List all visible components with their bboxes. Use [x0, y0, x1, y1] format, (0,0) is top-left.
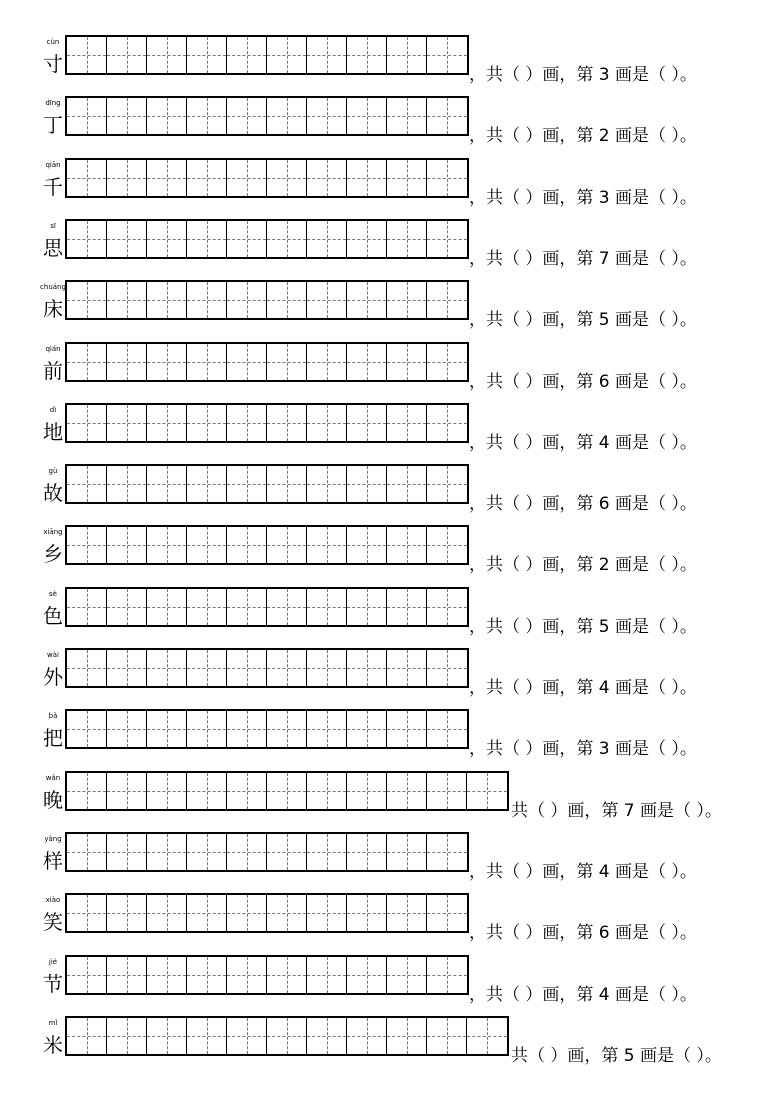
pinyin-label: bǎ: [48, 712, 58, 720]
writing-cell[interactable]: [187, 711, 227, 747]
pinyin-label: xiāng: [43, 528, 63, 536]
writing-cell[interactable]: [107, 37, 147, 73]
writing-cell[interactable]: [347, 711, 387, 747]
writing-cell[interactable]: [107, 711, 147, 747]
writing-cell[interactable]: [187, 589, 227, 625]
exercise-row: [0, 403, 780, 455]
writing-cell[interactable]: [307, 405, 347, 441]
pinyin-label: qián: [45, 345, 61, 353]
writing-cell[interactable]: [307, 221, 347, 257]
stroke-question: 共（ ）画，第 7 画是（ ）。: [511, 801, 722, 821]
writing-grid: [65, 525, 469, 565]
writing-cell[interactable]: [387, 37, 427, 73]
writing-cell[interactable]: [67, 282, 107, 318]
writing-grid: [65, 709, 469, 749]
writing-cell[interactable]: [147, 282, 187, 318]
writing-cell[interactable]: [147, 466, 187, 502]
writing-cell[interactable]: [427, 282, 467, 318]
writing-cell[interactable]: [147, 527, 187, 563]
writing-cell[interactable]: [67, 589, 107, 625]
writing-cell[interactable]: [67, 160, 107, 196]
writing-grid: [65, 96, 469, 136]
pinyin-label: yàng: [44, 835, 62, 843]
writing-cell[interactable]: [187, 282, 227, 318]
writing-cell[interactable]: [227, 589, 267, 625]
exercise-row: [0, 219, 780, 271]
writing-cell[interactable]: [387, 589, 427, 625]
exercise-row: [0, 158, 780, 210]
pinyin-label: gù: [48, 467, 58, 475]
stroke-question: ，共（ ）画，第 4 画是（ ）。: [469, 862, 697, 882]
writing-cell[interactable]: [307, 895, 347, 931]
writing-cell[interactable]: [347, 650, 387, 686]
character-label: 故: [43, 481, 63, 505]
writing-cell[interactable]: [67, 405, 107, 441]
writing-cell[interactable]: [187, 160, 227, 196]
writing-cell[interactable]: [227, 160, 267, 196]
writing-cell[interactable]: [67, 344, 107, 380]
writing-cell[interactable]: [267, 405, 307, 441]
exercise-row: [0, 35, 780, 87]
writing-cell[interactable]: [427, 98, 467, 134]
writing-grid: [65, 1016, 509, 1056]
writing-cell[interactable]: [307, 160, 347, 196]
character-label: 把: [43, 726, 63, 750]
writing-cell[interactable]: [107, 160, 147, 196]
writing-grid: [65, 280, 469, 320]
writing-cell[interactable]: [147, 650, 187, 686]
writing-cell[interactable]: [107, 834, 147, 870]
writing-cell[interactable]: [427, 589, 467, 625]
writing-cell[interactable]: [67, 895, 107, 931]
character-label: 前: [43, 359, 63, 383]
writing-grid: [65, 342, 469, 382]
writing-cell[interactable]: [267, 589, 307, 625]
writing-cell[interactable]: [67, 957, 107, 993]
writing-cell[interactable]: [147, 37, 187, 73]
writing-cell[interactable]: [427, 773, 467, 809]
writing-cell[interactable]: [427, 1018, 467, 1054]
stroke-question: ，共（ ）画，第 6 画是（ ）。: [469, 923, 697, 943]
writing-cell[interactable]: [67, 37, 107, 73]
character-label: 外: [43, 665, 63, 689]
writing-cell[interactable]: [427, 344, 467, 380]
writing-grid: [65, 893, 469, 933]
writing-cell[interactable]: [107, 589, 147, 625]
writing-cell[interactable]: [147, 221, 187, 257]
writing-cell[interactable]: [187, 466, 227, 502]
exercise-row: [0, 342, 780, 394]
writing-cell[interactable]: [387, 1018, 427, 1054]
stroke-question: ，共（ ）画，第 3 画是（ ）。: [469, 739, 697, 759]
writing-cell[interactable]: [187, 98, 227, 134]
writing-grid: [65, 648, 469, 688]
writing-cell[interactable]: [267, 344, 307, 380]
writing-cell[interactable]: [427, 160, 467, 196]
writing-cell[interactable]: [467, 1018, 507, 1054]
writing-cell[interactable]: [187, 344, 227, 380]
character-label: 节: [43, 972, 63, 996]
stroke-question: 共（ ）画，第 5 画是（ ）。: [511, 1046, 722, 1066]
writing-cell[interactable]: [347, 37, 387, 73]
writing-cell[interactable]: [187, 37, 227, 73]
writing-cell[interactable]: [267, 527, 307, 563]
pinyin-label: dīng: [45, 99, 61, 107]
writing-cell[interactable]: [427, 711, 467, 747]
writing-cell[interactable]: [307, 773, 347, 809]
writing-cell[interactable]: [267, 650, 307, 686]
exercise-row: [0, 648, 780, 700]
writing-cell[interactable]: [267, 1018, 307, 1054]
writing-cell[interactable]: [267, 37, 307, 73]
character-label: 地: [43, 420, 63, 444]
writing-cell[interactable]: [227, 527, 267, 563]
writing-cell[interactable]: [307, 37, 347, 73]
writing-cell[interactable]: [147, 344, 187, 380]
writing-cell[interactable]: [67, 466, 107, 502]
pinyin-label: jié: [48, 958, 58, 966]
stroke-question: ，共（ ）画，第 4 画是（ ）。: [469, 433, 697, 453]
writing-cell[interactable]: [107, 466, 147, 502]
stroke-question: ，共（ ）画，第 2 画是（ ）。: [469, 555, 697, 575]
character-label: 思: [43, 236, 63, 260]
writing-cell[interactable]: [147, 98, 187, 134]
writing-cell[interactable]: [427, 527, 467, 563]
exercise-row: [0, 525, 780, 577]
writing-cell[interactable]: [107, 98, 147, 134]
writing-cell[interactable]: [347, 466, 387, 502]
writing-cell[interactable]: [307, 1018, 347, 1054]
writing-cell[interactable]: [427, 895, 467, 931]
character-label: 晚: [43, 788, 63, 812]
writing-cell[interactable]: [307, 282, 347, 318]
pinyin-label: chuáng: [40, 283, 66, 291]
character-label: 米: [43, 1033, 63, 1057]
writing-grid: [65, 35, 469, 75]
pinyin-label: sè: [49, 590, 57, 598]
writing-cell[interactable]: [347, 527, 387, 563]
writing-cell[interactable]: [267, 895, 307, 931]
writing-cell[interactable]: [267, 282, 307, 318]
writing-cell[interactable]: [387, 160, 427, 196]
pinyin-label: cùn: [46, 38, 60, 46]
writing-cell[interactable]: [387, 527, 427, 563]
writing-cell[interactable]: [347, 773, 387, 809]
character-label: 寸: [43, 52, 63, 76]
pinyin-label: qiān: [45, 161, 61, 169]
writing-cell[interactable]: [147, 957, 187, 993]
writing-grid: [65, 587, 469, 627]
stroke-question: ，共（ ）画，第 6 画是（ ）。: [469, 372, 697, 392]
writing-cell[interactable]: [187, 405, 227, 441]
writing-cell[interactable]: [107, 405, 147, 441]
writing-cell[interactable]: [267, 957, 307, 993]
writing-cell[interactable]: [227, 405, 267, 441]
writing-cell[interactable]: [227, 957, 267, 993]
writing-cell[interactable]: [267, 221, 307, 257]
character-label: 样: [43, 849, 63, 873]
writing-cell[interactable]: [267, 711, 307, 747]
writing-grid: [65, 771, 509, 811]
exercise-row: [0, 771, 780, 823]
exercise-row: [0, 1016, 780, 1068]
writing-cell[interactable]: [347, 160, 387, 196]
writing-cell[interactable]: [67, 834, 107, 870]
writing-cell[interactable]: [427, 834, 467, 870]
writing-cell[interactable]: [307, 650, 347, 686]
writing-cell[interactable]: [107, 221, 147, 257]
exercise-row: [0, 709, 780, 761]
writing-cell[interactable]: [67, 711, 107, 747]
writing-cell[interactable]: [347, 405, 387, 441]
writing-cell[interactable]: [147, 1018, 187, 1054]
writing-cell[interactable]: [427, 37, 467, 73]
writing-cell[interactable]: [107, 344, 147, 380]
character-label: 床: [43, 297, 63, 321]
writing-cell[interactable]: [187, 957, 227, 993]
writing-cell[interactable]: [107, 282, 147, 318]
writing-cell[interactable]: [387, 711, 427, 747]
writing-cell[interactable]: [427, 466, 467, 502]
pinyin-label: sī: [50, 222, 56, 230]
exercise-row: [0, 280, 780, 332]
stroke-question: ，共（ ）画，第 7 画是（ ）。: [469, 249, 697, 269]
writing-grid: [65, 403, 469, 443]
writing-cell[interactable]: [67, 527, 107, 563]
character-label: 乡: [43, 542, 63, 566]
pinyin-label: mǐ: [48, 1019, 58, 1027]
writing-cell[interactable]: [227, 98, 267, 134]
writing-grid: [65, 832, 469, 872]
writing-cell[interactable]: [307, 957, 347, 993]
exercise-row: [0, 955, 780, 1007]
writing-cell[interactable]: [67, 650, 107, 686]
stroke-question: ，共（ ）画，第 3 画是（ ）。: [469, 188, 697, 208]
writing-grid: [65, 955, 469, 995]
writing-cell[interactable]: [147, 405, 187, 441]
writing-cell[interactable]: [307, 589, 347, 625]
exercise-row: [0, 832, 780, 884]
writing-cell[interactable]: [387, 282, 427, 318]
writing-cell[interactable]: [387, 466, 427, 502]
writing-cell[interactable]: [107, 895, 147, 931]
stroke-question: ，共（ ）画，第 4 画是（ ）。: [469, 678, 697, 698]
writing-cell[interactable]: [307, 344, 347, 380]
writing-cell[interactable]: [267, 160, 307, 196]
writing-cell[interactable]: [107, 957, 147, 993]
writing-cell[interactable]: [107, 1018, 147, 1054]
writing-cell[interactable]: [307, 711, 347, 747]
writing-cell[interactable]: [187, 527, 227, 563]
character-label: 丁: [43, 113, 63, 137]
writing-cell[interactable]: [187, 221, 227, 257]
writing-cell[interactable]: [227, 221, 267, 257]
pinyin-label: dì: [49, 406, 57, 414]
writing-cell[interactable]: [227, 1018, 267, 1054]
writing-cell[interactable]: [147, 895, 187, 931]
writing-cell[interactable]: [267, 98, 307, 134]
writing-cell[interactable]: [347, 221, 387, 257]
character-label: 笑: [43, 910, 63, 934]
exercise-row: [0, 587, 780, 639]
writing-grid: [65, 219, 469, 259]
character-label: 千: [43, 175, 63, 199]
writing-cell[interactable]: [387, 344, 427, 380]
writing-cell[interactable]: [307, 834, 347, 870]
writing-cell[interactable]: [107, 650, 147, 686]
writing-cell[interactable]: [67, 98, 107, 134]
writing-cell[interactable]: [147, 589, 187, 625]
writing-cell[interactable]: [227, 282, 267, 318]
writing-cell[interactable]: [227, 773, 267, 809]
writing-cell[interactable]: [227, 895, 267, 931]
writing-cell[interactable]: [307, 98, 347, 134]
writing-cell[interactable]: [387, 405, 427, 441]
writing-cell[interactable]: [147, 711, 187, 747]
writing-cell[interactable]: [387, 895, 427, 931]
writing-cell[interactable]: [107, 527, 147, 563]
writing-cell[interactable]: [267, 773, 307, 809]
writing-cell[interactable]: [187, 650, 227, 686]
writing-cell[interactable]: [387, 98, 427, 134]
writing-cell[interactable]: [427, 221, 467, 257]
writing-cell[interactable]: [307, 466, 347, 502]
writing-cell[interactable]: [187, 1018, 227, 1054]
stroke-question: ，共（ ）画，第 6 画是（ ）。: [469, 494, 697, 514]
stroke-question: ，共（ ）画，第 5 画是（ ）。: [469, 617, 697, 637]
writing-cell[interactable]: [387, 957, 427, 993]
writing-cell[interactable]: [267, 466, 307, 502]
writing-grid: [65, 158, 469, 198]
writing-cell[interactable]: [67, 1018, 107, 1054]
exercise-row: [0, 464, 780, 516]
writing-cell[interactable]: [227, 37, 267, 73]
pinyin-label: xiào: [45, 896, 61, 904]
pinyin-label: wài: [47, 651, 59, 659]
writing-cell[interactable]: [227, 711, 267, 747]
writing-cell[interactable]: [387, 650, 427, 686]
writing-cell[interactable]: [187, 834, 227, 870]
writing-cell[interactable]: [187, 895, 227, 931]
writing-cell[interactable]: [227, 834, 267, 870]
writing-cell[interactable]: [147, 834, 187, 870]
writing-cell[interactable]: [227, 650, 267, 686]
writing-cell[interactable]: [187, 773, 227, 809]
writing-cell[interactable]: [267, 834, 307, 870]
stroke-question: ，共（ ）画，第 3 画是（ ）。: [469, 65, 697, 85]
writing-cell[interactable]: [67, 221, 107, 257]
writing-cell[interactable]: [67, 773, 107, 809]
stroke-question: ，共（ ）画，第 4 画是（ ）。: [469, 985, 697, 1005]
writing-grid: [65, 464, 469, 504]
writing-cell[interactable]: [347, 589, 387, 625]
writing-cell[interactable]: [147, 773, 187, 809]
exercise-row: [0, 893, 780, 945]
writing-cell[interactable]: [387, 834, 427, 870]
writing-cell[interactable]: [227, 466, 267, 502]
character-label: 色: [43, 604, 63, 628]
stroke-question: ，共（ ）画，第 5 画是（ ）。: [469, 310, 697, 330]
writing-cell[interactable]: [387, 221, 427, 257]
writing-cell[interactable]: [147, 160, 187, 196]
writing-cell[interactable]: [427, 650, 467, 686]
writing-cell[interactable]: [347, 834, 387, 870]
writing-cell[interactable]: [427, 405, 467, 441]
stroke-question: ，共（ ）画，第 2 画是（ ）。: [469, 126, 697, 146]
writing-cell[interactable]: [227, 344, 267, 380]
exercise-row: [0, 96, 780, 148]
writing-cell[interactable]: [347, 344, 387, 380]
writing-cell[interactable]: [307, 527, 347, 563]
writing-cell[interactable]: [467, 773, 507, 809]
writing-cell[interactable]: [347, 957, 387, 993]
writing-cell[interactable]: [347, 282, 387, 318]
pinyin-label: wǎn: [45, 774, 61, 782]
writing-cell[interactable]: [347, 1018, 387, 1054]
writing-cell[interactable]: [387, 773, 427, 809]
writing-cell[interactable]: [347, 98, 387, 134]
writing-cell[interactable]: [107, 773, 147, 809]
writing-cell[interactable]: [427, 957, 467, 993]
writing-cell[interactable]: [347, 895, 387, 931]
